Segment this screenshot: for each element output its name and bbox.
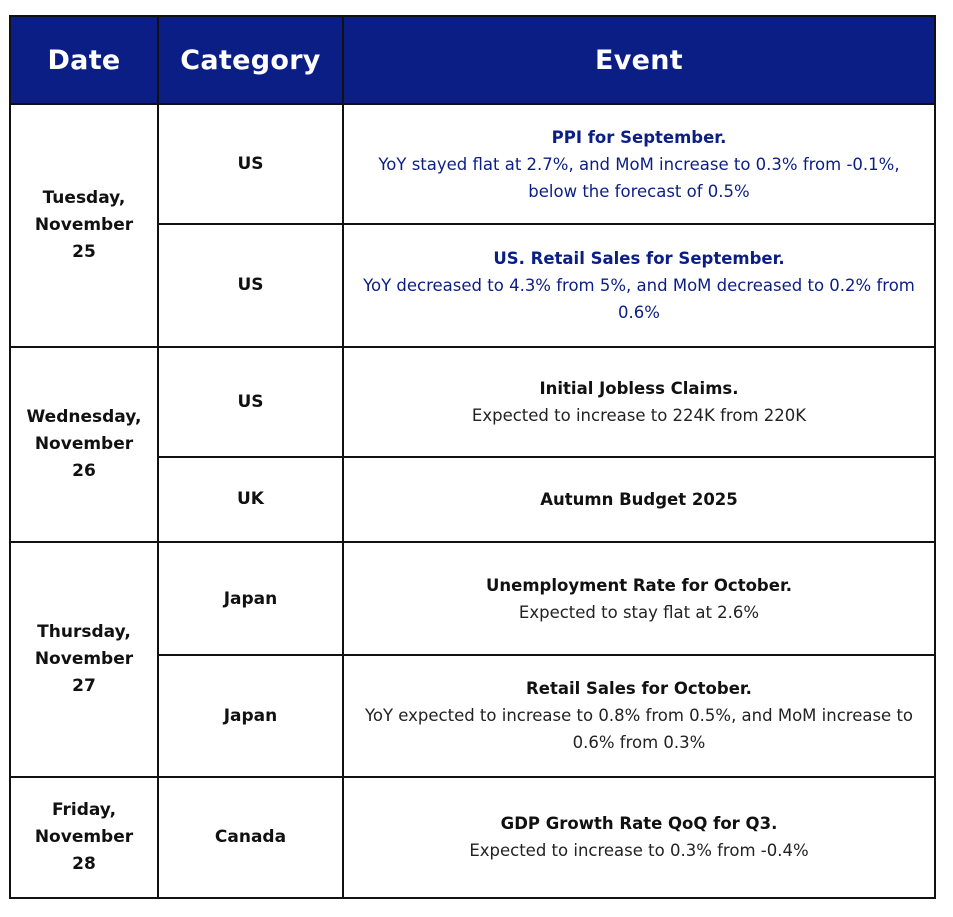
category-cell: US	[158, 224, 343, 346]
date-cell-friday	[10, 777, 158, 898]
event-title: Initial Jobless Claims.	[539, 378, 739, 398]
event-cell	[343, 224, 935, 346]
event-title: US. Retail Sales for September.	[493, 248, 785, 268]
date-cell-thursday	[10, 542, 158, 777]
category-cell: US	[158, 104, 343, 224]
event-title: Retail Sales for October.	[526, 679, 752, 699]
category-cell: Canada	[158, 777, 343, 898]
category-cell: Japan	[158, 542, 343, 655]
date-cell-tuesday	[10, 104, 158, 347]
table-row	[10, 347, 935, 457]
date-weekday: Tuesday,	[42, 187, 126, 208]
event-description: YoY expected to increase to 0.8% from 0.5%, and MoM increase to 0.6% from 0.3%	[364, 706, 914, 753]
event-description: Expected to stay flat at 2.6%	[518, 602, 760, 622]
event-cell	[343, 457, 935, 542]
event-title: Autumn Budget 2025	[540, 489, 738, 509]
date-weekday: Friday,	[51, 799, 117, 820]
date-day: 28	[72, 853, 96, 874]
category-cell: Japan	[158, 655, 343, 776]
date-weekday: Thursday,	[37, 621, 131, 642]
event-cell	[343, 542, 935, 655]
category-cell: UK	[158, 457, 343, 542]
table-row	[10, 542, 935, 655]
table-row	[10, 777, 935, 898]
event-description: YoY stayed flat at 2.7%, and MoM increase to 0.3% from -0.1%, below the forecast of 0.5%	[378, 154, 900, 201]
event-description: YoY decreased to 4.3% from 5%, and MoM decreased to 0.2% from 0.6%	[363, 275, 915, 322]
date-column-header: Date	[10, 16, 158, 104]
event-cell	[343, 347, 935, 457]
category-cell: US	[158, 347, 343, 457]
header-row	[10, 16, 935, 104]
event-cell	[343, 655, 935, 776]
event-description: Expected to increase to 224K from 220K	[471, 405, 807, 425]
event-title: PPI for September.	[551, 127, 727, 147]
table-header	[10, 16, 935, 104]
event-cell	[343, 777, 935, 898]
date-weekday: Wednesday,	[26, 406, 142, 427]
event-title: Unemployment Rate for October.	[486, 575, 792, 595]
date-month: November	[34, 826, 134, 847]
date-day: 27	[72, 675, 96, 696]
table-row	[10, 104, 935, 224]
table-body	[10, 104, 935, 898]
economic-calendar-table	[9, 15, 936, 899]
event-cell	[343, 104, 935, 224]
date-month: November	[34, 214, 134, 235]
event-description: Expected to increase to 0.3% from -0.4%	[469, 841, 809, 861]
category-column-header: Category	[158, 16, 343, 104]
date-cell-wednesday	[10, 347, 158, 542]
date-day: 25	[72, 241, 96, 262]
date-day: 26	[72, 460, 96, 481]
event-column-header: Event	[343, 16, 935, 104]
date-month: November	[34, 433, 134, 454]
event-title: GDP Growth Rate QoQ for Q3.	[500, 814, 778, 834]
date-month: November	[34, 648, 134, 669]
